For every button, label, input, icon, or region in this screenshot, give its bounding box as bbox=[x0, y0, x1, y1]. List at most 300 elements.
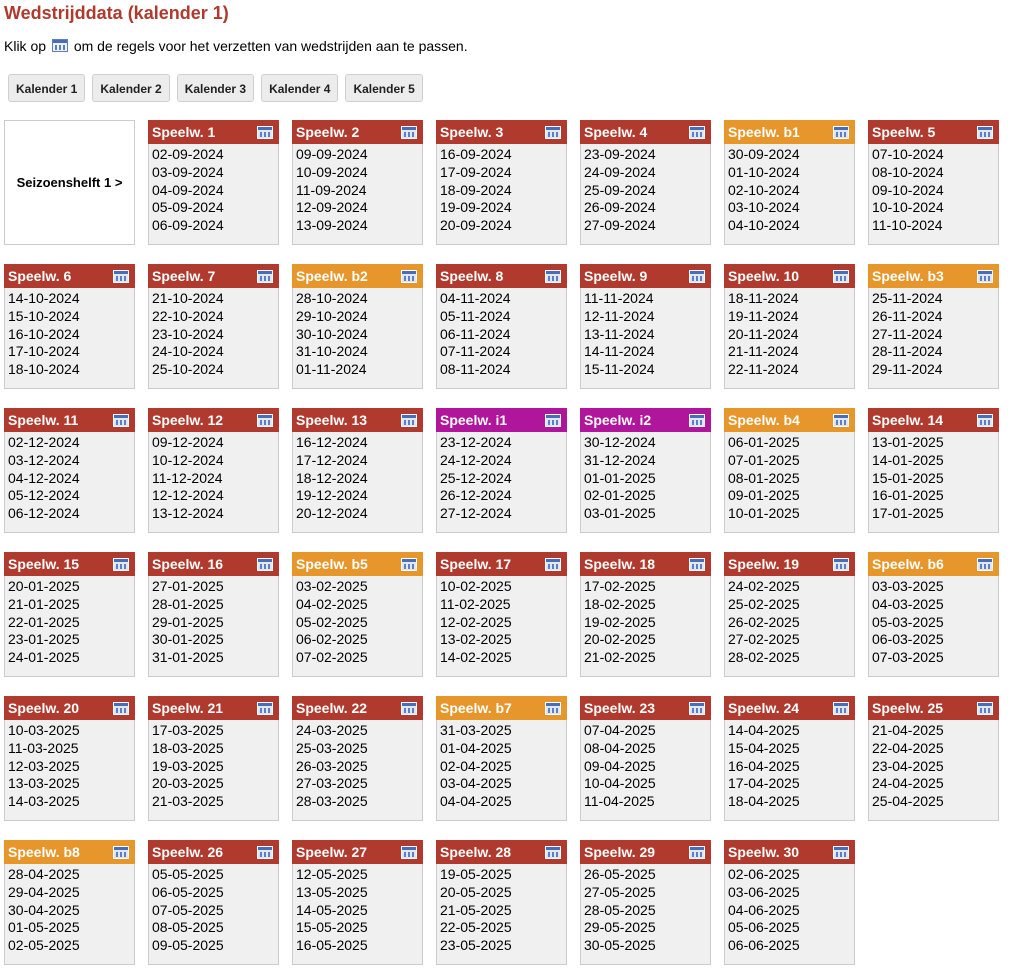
date-item: 04-03-2025 bbox=[872, 595, 944, 612]
date-item: 20-03-2025 bbox=[152, 775, 224, 792]
date-item: 08-04-2025 bbox=[584, 739, 656, 756]
date-list bbox=[725, 288, 854, 379]
week-label: Speelw. i1 bbox=[440, 412, 508, 428]
date-item: 02-01-2025 bbox=[584, 487, 656, 504]
date-item: 01-11-2024 bbox=[296, 361, 367, 378]
week-label: Speelw. b5 bbox=[296, 556, 368, 572]
tab-kalender-5[interactable]: Kalender 5 bbox=[345, 74, 422, 102]
calendar-icon[interactable] bbox=[545, 846, 561, 859]
date-item: 22-04-2025 bbox=[872, 739, 944, 756]
date-item: 21-01-2025 bbox=[8, 595, 80, 612]
date-item: 24-01-2025 bbox=[8, 649, 80, 666]
calendar-icon[interactable] bbox=[401, 270, 417, 283]
calendar-icon[interactable] bbox=[833, 846, 849, 859]
date-list bbox=[869, 288, 998, 379]
week-header bbox=[868, 696, 999, 720]
week-label: Speelw. b7 bbox=[440, 700, 512, 716]
week-card bbox=[868, 408, 999, 533]
date-item: 09-10-2024 bbox=[872, 181, 944, 198]
calendar-icon[interactable] bbox=[257, 126, 273, 139]
week-label: Speelw. 14 bbox=[872, 412, 944, 428]
week-label: Speelw. 12 bbox=[152, 412, 224, 428]
week-label: Speelw. 6 bbox=[8, 268, 72, 284]
week-header bbox=[436, 696, 567, 720]
calendar-icon[interactable] bbox=[401, 702, 417, 715]
calendar-icon[interactable] bbox=[689, 558, 705, 571]
date-item: 04-04-2025 bbox=[440, 793, 512, 810]
calendar-icon[interactable] bbox=[977, 414, 993, 427]
tab-kalender-4[interactable]: Kalender 4 bbox=[261, 74, 338, 102]
date-item: 16-04-2025 bbox=[728, 757, 800, 774]
date-item: 03-09-2024 bbox=[152, 163, 224, 180]
date-list bbox=[293, 144, 422, 235]
week-header bbox=[4, 840, 135, 864]
date-item: 01-05-2025 bbox=[8, 919, 80, 936]
calendar-icon[interactable] bbox=[401, 126, 417, 139]
calendar-icon[interactable] bbox=[689, 270, 705, 283]
date-item: 21-03-2025 bbox=[152, 793, 224, 810]
date-item: 14-02-2025 bbox=[440, 649, 512, 666]
date-item: 23-10-2024 bbox=[152, 325, 224, 342]
date-item: 04-09-2024 bbox=[152, 181, 224, 198]
week-card bbox=[4, 840, 135, 965]
date-item: 17-04-2025 bbox=[728, 775, 800, 792]
week-header bbox=[436, 552, 567, 576]
week-header bbox=[580, 264, 711, 288]
week-card bbox=[580, 264, 711, 389]
date-list bbox=[725, 576, 854, 667]
date-item: 07-02-2025 bbox=[296, 649, 368, 666]
calendar-icon[interactable] bbox=[689, 846, 705, 859]
week-card bbox=[868, 552, 999, 677]
date-item: 06-06-2025 bbox=[728, 937, 800, 954]
week-card bbox=[148, 840, 279, 965]
date-item: 20-01-2025 bbox=[8, 578, 80, 594]
calendar-icon[interactable] bbox=[545, 270, 561, 283]
date-item: 12-02-2025 bbox=[440, 613, 512, 630]
date-item: 20-11-2024 bbox=[728, 325, 799, 342]
week-label: Speelw. 15 bbox=[8, 556, 80, 572]
date-item: 28-10-2024 bbox=[296, 290, 368, 306]
week-card bbox=[148, 120, 279, 245]
week-header bbox=[724, 552, 855, 576]
date-item: 04-06-2025 bbox=[728, 901, 800, 918]
date-item: 10-04-2025 bbox=[584, 775, 656, 792]
date-item: 19-03-2025 bbox=[152, 757, 224, 774]
date-item: 21-10-2024 bbox=[152, 290, 224, 306]
date-item: 02-10-2024 bbox=[728, 181, 800, 198]
date-list bbox=[149, 576, 278, 667]
calendar-icon[interactable] bbox=[689, 702, 705, 715]
date-item: 24-03-2025 bbox=[296, 722, 368, 738]
date-item: 23-05-2025 bbox=[440, 937, 512, 954]
date-item: 14-03-2025 bbox=[8, 793, 80, 810]
calendar-icon[interactable] bbox=[113, 702, 129, 715]
date-list bbox=[437, 432, 566, 523]
date-item: 11-04-2025 bbox=[584, 793, 655, 810]
date-item: 29-04-2025 bbox=[8, 883, 80, 900]
date-item: 15-05-2025 bbox=[296, 919, 368, 936]
date-item: 15-10-2024 bbox=[8, 307, 80, 324]
date-item: 27-01-2025 bbox=[152, 578, 224, 594]
date-item: 17-01-2025 bbox=[872, 505, 944, 522]
week-header bbox=[148, 552, 279, 576]
date-item: 28-03-2025 bbox=[296, 793, 368, 810]
date-item: 14-11-2024 bbox=[584, 343, 655, 360]
calendar-icon[interactable] bbox=[545, 702, 561, 715]
date-item: 26-11-2024 bbox=[872, 307, 943, 324]
week-label: Speelw. 18 bbox=[584, 556, 656, 572]
date-item: 04-10-2024 bbox=[728, 217, 800, 234]
date-item: 12-03-2025 bbox=[8, 757, 80, 774]
date-item: 26-03-2025 bbox=[296, 757, 368, 774]
date-item: 01-04-2025 bbox=[440, 739, 512, 756]
week-card bbox=[580, 408, 711, 533]
intro-text bbox=[4, 37, 468, 55]
week-label: Speelw. b3 bbox=[872, 268, 944, 284]
week-card bbox=[724, 120, 855, 245]
date-item: 16-10-2024 bbox=[8, 325, 80, 342]
week-header bbox=[868, 408, 999, 432]
date-item: 13-02-2025 bbox=[440, 631, 512, 648]
week-label: Speelw. 7 bbox=[152, 268, 216, 284]
date-item: 28-04-2025 bbox=[8, 866, 80, 882]
week-card bbox=[436, 120, 567, 245]
date-item: 26-09-2024 bbox=[584, 199, 656, 216]
date-list bbox=[5, 288, 134, 379]
date-item: 31-03-2025 bbox=[440, 722, 512, 738]
date-item: 22-10-2024 bbox=[152, 307, 224, 324]
date-item: 18-02-2025 bbox=[584, 595, 656, 612]
date-item: 25-09-2024 bbox=[584, 181, 656, 198]
date-item: 21-04-2025 bbox=[872, 722, 944, 738]
calendar-icon[interactable] bbox=[689, 126, 705, 139]
date-item: 13-05-2025 bbox=[296, 883, 368, 900]
date-item: 02-04-2025 bbox=[440, 757, 512, 774]
calendar-icon[interactable] bbox=[257, 846, 273, 859]
date-item: 17-10-2024 bbox=[8, 343, 80, 360]
date-item: 22-05-2025 bbox=[440, 919, 512, 936]
date-item: 30-04-2025 bbox=[8, 901, 80, 918]
date-item: 03-01-2025 bbox=[584, 505, 656, 522]
date-list bbox=[293, 432, 422, 523]
week-label: Speelw. 26 bbox=[152, 844, 224, 860]
week-card bbox=[868, 696, 999, 821]
date-item: 18-04-2025 bbox=[728, 793, 800, 810]
calendar-icon[interactable] bbox=[401, 414, 417, 427]
calendar-icon[interactable] bbox=[113, 558, 129, 571]
date-item: 13-09-2024 bbox=[296, 217, 368, 234]
date-item: 01-01-2025 bbox=[584, 469, 656, 486]
calendar-icon bbox=[52, 39, 68, 52]
date-item: 25-03-2025 bbox=[296, 739, 368, 756]
date-list bbox=[293, 576, 422, 667]
week-label: Speelw. 4 bbox=[584, 124, 648, 140]
date-item: 22-01-2025 bbox=[8, 613, 80, 630]
tab-kalender-3[interactable]: Kalender 3 bbox=[177, 74, 254, 102]
date-list bbox=[293, 720, 422, 811]
date-item: 18-03-2025 bbox=[152, 739, 224, 756]
week-label: Speelw. 1 bbox=[152, 124, 216, 140]
week-card bbox=[436, 840, 567, 965]
calendar-icon[interactable] bbox=[977, 126, 993, 139]
date-item: 16-09-2024 bbox=[440, 146, 512, 162]
date-item: 06-05-2025 bbox=[152, 883, 224, 900]
week-header bbox=[724, 120, 855, 144]
week-header bbox=[868, 552, 999, 576]
date-item: 30-01-2025 bbox=[152, 631, 224, 648]
date-item: 10-02-2025 bbox=[440, 578, 512, 594]
date-item: 20-09-2024 bbox=[440, 217, 512, 234]
date-item: 06-09-2024 bbox=[152, 217, 224, 234]
date-item: 14-01-2025 bbox=[872, 451, 944, 468]
week-header bbox=[724, 408, 855, 432]
week-header bbox=[436, 120, 567, 144]
date-list bbox=[5, 432, 134, 523]
date-list bbox=[869, 720, 998, 811]
date-list bbox=[149, 432, 278, 523]
week-header bbox=[580, 120, 711, 144]
week-card bbox=[148, 408, 279, 533]
week-card bbox=[724, 408, 855, 533]
week-card bbox=[292, 120, 423, 245]
date-item: 23-04-2025 bbox=[872, 757, 944, 774]
date-item: 12-12-2024 bbox=[152, 487, 224, 504]
date-list bbox=[149, 144, 278, 235]
date-item: 06-03-2025 bbox=[872, 631, 944, 648]
week-card bbox=[868, 120, 999, 245]
calendar-icon[interactable] bbox=[833, 702, 849, 715]
date-item: 31-12-2024 bbox=[584, 451, 656, 468]
week-label: Speelw. 10 bbox=[728, 268, 800, 284]
date-item: 11-02-2025 bbox=[440, 595, 511, 612]
calendar-icon[interactable] bbox=[257, 558, 273, 571]
date-item: 10-12-2024 bbox=[152, 451, 224, 468]
calendar-icon[interactable] bbox=[113, 414, 129, 427]
week-label: Speelw. 2 bbox=[296, 124, 360, 140]
week-card bbox=[580, 552, 711, 677]
date-item: 11-03-2025 bbox=[8, 739, 79, 756]
date-item: 29-05-2025 bbox=[584, 919, 656, 936]
week-label: Speelw. 3 bbox=[440, 124, 504, 140]
date-item: 30-09-2024 bbox=[728, 146, 800, 162]
date-item: 26-05-2025 bbox=[584, 866, 656, 882]
week-card bbox=[292, 552, 423, 677]
date-item: 03-02-2025 bbox=[296, 578, 368, 594]
calendar-icon[interactable] bbox=[545, 414, 561, 427]
date-list bbox=[581, 288, 710, 379]
calendar-icon[interactable] bbox=[833, 558, 849, 571]
week-label: Speelw. 13 bbox=[296, 412, 368, 428]
week-header bbox=[148, 120, 279, 144]
date-item: 05-06-2025 bbox=[728, 919, 800, 936]
date-item: 27-09-2024 bbox=[584, 217, 656, 234]
date-item: 18-12-2024 bbox=[296, 469, 368, 486]
date-item: 09-01-2025 bbox=[728, 487, 800, 504]
week-label: Speelw. b1 bbox=[728, 124, 800, 140]
date-item: 13-11-2024 bbox=[584, 325, 655, 342]
date-item: 15-04-2025 bbox=[728, 739, 800, 756]
date-item: 02-12-2024 bbox=[8, 434, 80, 450]
date-item: 19-02-2025 bbox=[584, 613, 656, 630]
calendar-icon[interactable] bbox=[545, 126, 561, 139]
week-label: Speelw. 25 bbox=[872, 700, 944, 716]
week-header bbox=[580, 696, 711, 720]
week-card bbox=[148, 696, 279, 821]
week-card bbox=[868, 264, 999, 389]
week-label: Speelw. 24 bbox=[728, 700, 800, 716]
date-item: 24-09-2024 bbox=[584, 163, 656, 180]
week-label: Speelw. 17 bbox=[440, 556, 512, 572]
week-label: Speelw. 9 bbox=[584, 268, 648, 284]
date-item: 29-11-2024 bbox=[872, 361, 943, 378]
calendar-icon[interactable] bbox=[401, 558, 417, 571]
date-item: 25-02-2025 bbox=[728, 595, 800, 612]
date-item: 16-05-2025 bbox=[296, 937, 368, 954]
week-header bbox=[292, 552, 423, 576]
date-item: 09-04-2025 bbox=[584, 757, 656, 774]
date-item: 20-05-2025 bbox=[440, 883, 512, 900]
season-half-label: Seizoenshelft 1 > bbox=[4, 120, 135, 245]
date-item: 13-12-2024 bbox=[152, 505, 224, 522]
date-item: 05-09-2024 bbox=[152, 199, 224, 216]
date-item: 15-11-2024 bbox=[584, 361, 655, 378]
date-item: 07-04-2025 bbox=[584, 722, 656, 738]
date-item: 28-02-2025 bbox=[728, 649, 800, 666]
week-header bbox=[724, 840, 855, 864]
week-card bbox=[580, 120, 711, 245]
date-item: 01-10-2024 bbox=[728, 163, 800, 180]
date-item: 03-12-2024 bbox=[8, 451, 80, 468]
calendar-icon[interactable] bbox=[833, 126, 849, 139]
week-card bbox=[724, 840, 855, 965]
date-item: 27-02-2025 bbox=[728, 631, 800, 648]
date-item: 25-04-2025 bbox=[872, 793, 944, 810]
calendar-icon[interactable] bbox=[977, 558, 993, 571]
date-item: 13-01-2025 bbox=[872, 434, 944, 450]
date-item: 04-02-2025 bbox=[296, 595, 368, 612]
week-label: Speelw. 27 bbox=[296, 844, 368, 860]
date-item: 16-12-2024 bbox=[296, 434, 368, 450]
date-list bbox=[725, 720, 854, 811]
date-item: 10-09-2024 bbox=[296, 163, 368, 180]
date-item: 05-05-2025 bbox=[152, 866, 224, 882]
date-item: 08-05-2025 bbox=[152, 919, 224, 936]
calendar-icon[interactable] bbox=[257, 414, 273, 427]
date-item: 11-09-2024 bbox=[296, 181, 367, 198]
date-list bbox=[437, 864, 566, 955]
date-list bbox=[725, 144, 854, 235]
week-header bbox=[292, 696, 423, 720]
week-card bbox=[4, 408, 135, 533]
week-label: Speelw. 22 bbox=[296, 700, 368, 716]
date-item: 18-09-2024 bbox=[440, 181, 512, 198]
date-item: 09-09-2024 bbox=[296, 146, 368, 162]
week-header bbox=[868, 264, 999, 288]
week-card bbox=[292, 264, 423, 389]
week-label: Speelw. 30 bbox=[728, 844, 800, 860]
date-item: 03-03-2025 bbox=[872, 578, 944, 594]
week-header bbox=[292, 840, 423, 864]
date-list bbox=[437, 576, 566, 667]
date-item: 16-01-2025 bbox=[872, 487, 944, 504]
date-item: 28-05-2025 bbox=[584, 901, 656, 918]
date-item: 13-03-2025 bbox=[8, 775, 80, 792]
date-item: 04-12-2024 bbox=[8, 469, 80, 486]
week-card bbox=[4, 696, 135, 821]
date-item: 14-04-2025 bbox=[728, 722, 800, 738]
date-item: 27-05-2025 bbox=[584, 883, 656, 900]
date-item: 18-10-2024 bbox=[8, 361, 80, 378]
date-list bbox=[5, 864, 134, 955]
date-item: 30-12-2024 bbox=[584, 434, 656, 450]
date-item: 03-10-2024 bbox=[728, 199, 800, 216]
week-label: Speelw. 20 bbox=[8, 700, 80, 716]
calendar-icon[interactable] bbox=[257, 702, 273, 715]
date-item: 11-11-2024 bbox=[584, 290, 654, 306]
intro-after: om de regels voor het verzetten van wedstrijden aan te passen. bbox=[73, 38, 468, 54]
date-item: 08-11-2024 bbox=[440, 361, 511, 378]
week-card bbox=[436, 408, 567, 533]
date-item: 29-01-2025 bbox=[152, 613, 224, 630]
week-header bbox=[436, 408, 567, 432]
date-list bbox=[5, 576, 134, 667]
date-item: 06-11-2024 bbox=[440, 325, 511, 342]
date-item: 26-02-2025 bbox=[728, 613, 800, 630]
week-header bbox=[868, 120, 999, 144]
tab-kalender-1[interactable]: Kalender 1 bbox=[8, 74, 85, 102]
date-list bbox=[581, 720, 710, 811]
date-item: 25-12-2024 bbox=[440, 469, 512, 486]
date-item: 27-12-2024 bbox=[440, 505, 512, 522]
calendar-icon[interactable] bbox=[977, 270, 993, 283]
date-item: 30-10-2024 bbox=[296, 325, 368, 342]
calendar-icon[interactable] bbox=[113, 846, 129, 859]
date-item: 03-06-2025 bbox=[728, 883, 800, 900]
week-card bbox=[4, 552, 135, 677]
date-item: 10-01-2025 bbox=[728, 505, 800, 522]
date-item: 06-02-2025 bbox=[296, 631, 368, 648]
date-item: 28-11-2024 bbox=[872, 343, 943, 360]
date-item: 11-10-2024 bbox=[872, 217, 943, 234]
date-list bbox=[725, 432, 854, 523]
date-item: 08-01-2025 bbox=[728, 469, 800, 486]
calendar-icon[interactable] bbox=[401, 846, 417, 859]
date-item: 29-10-2024 bbox=[296, 307, 368, 324]
calendar-icon[interactable] bbox=[977, 702, 993, 715]
date-list bbox=[437, 288, 566, 379]
date-item: 14-10-2024 bbox=[8, 290, 80, 306]
date-item: 02-06-2025 bbox=[728, 866, 800, 882]
week-card bbox=[580, 840, 711, 965]
calendar-icon[interactable] bbox=[833, 270, 849, 283]
calendar-icon[interactable] bbox=[833, 414, 849, 427]
calendar-icon[interactable] bbox=[689, 414, 705, 427]
date-item: 06-12-2024 bbox=[8, 505, 80, 522]
week-card bbox=[148, 552, 279, 677]
date-item: 05-12-2024 bbox=[8, 487, 80, 504]
calendar-icon[interactable] bbox=[113, 270, 129, 283]
week-label: Speelw. i2 bbox=[584, 412, 652, 428]
calendar-icon[interactable] bbox=[545, 558, 561, 571]
date-item: 17-12-2024 bbox=[296, 451, 368, 468]
tab-kalender-2[interactable]: Kalender 2 bbox=[92, 74, 169, 102]
date-item: 23-01-2025 bbox=[8, 631, 80, 648]
date-item: 07-05-2025 bbox=[152, 901, 224, 918]
week-label: Speelw. 29 bbox=[584, 844, 656, 860]
date-item: 21-11-2024 bbox=[728, 343, 799, 360]
calendar-icon[interactable] bbox=[257, 270, 273, 283]
